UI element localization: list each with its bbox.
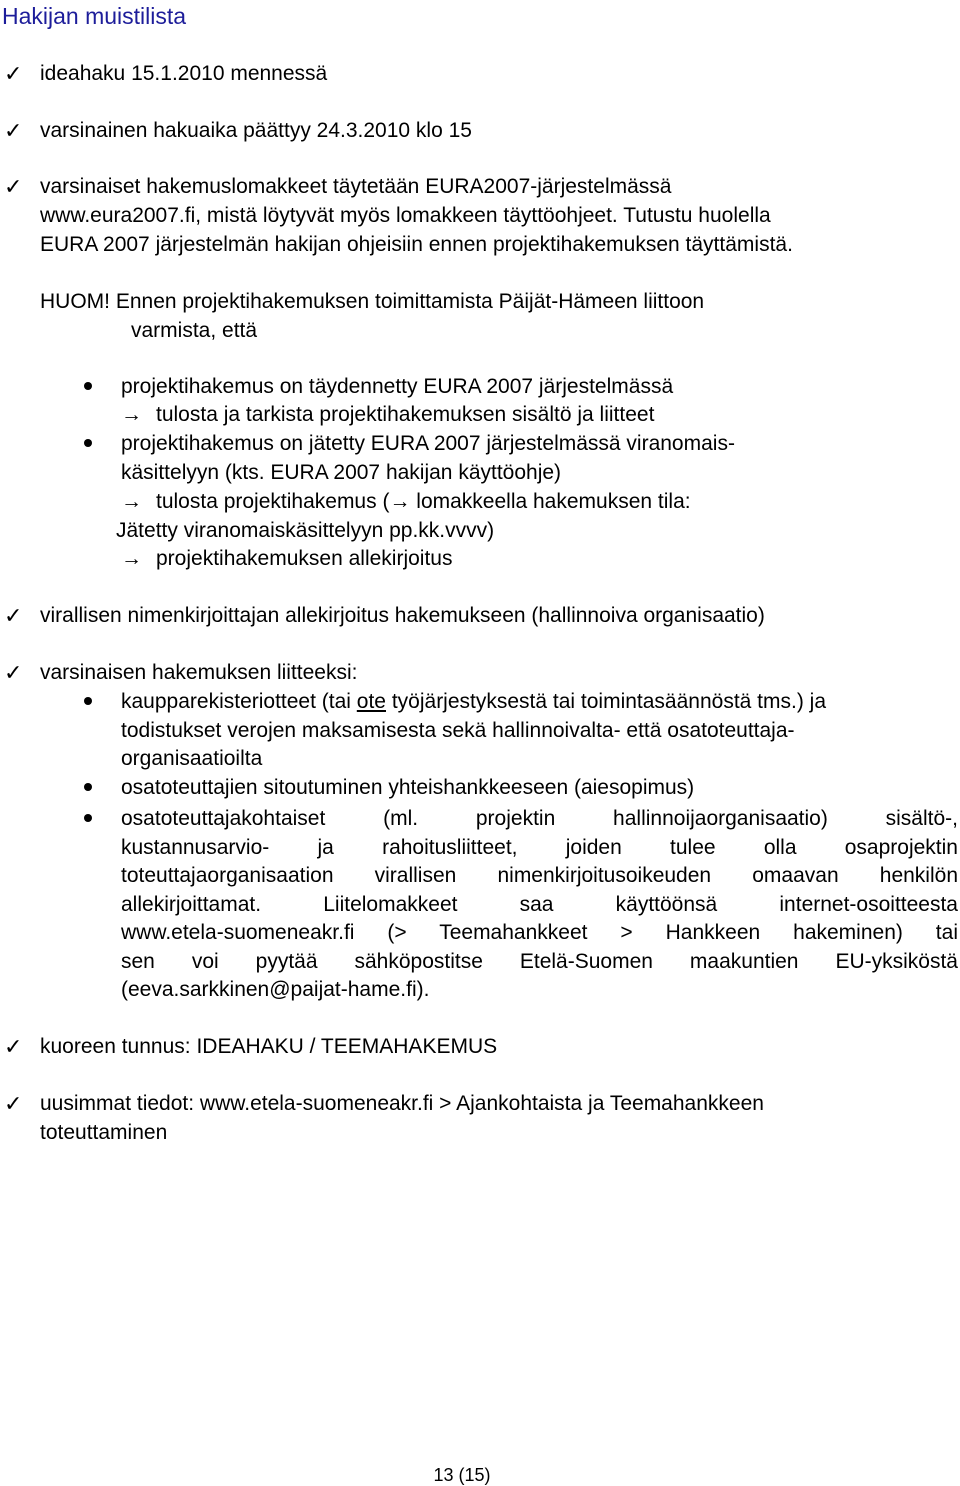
arrow-text: tulosta ja tarkista projektihakemuksen sisältö ja liitteet [156,403,655,426]
arrow-text: tulosta projektihakemus (→ lomakkeella hakemuksen tila: [156,490,691,513]
check-icon: ✓ [4,660,23,685]
huom-line-1: HUOM! Ennen projektihakemuksen toimittamista Päijät-Hämeen liittoon [40,290,705,313]
bullet-jatetty-line-1: projektihakemus on jätetty EURA 2007 järjestelmässä viranomais- [121,432,735,455]
bullet-osatoteuttaja-line-7: (eeva.sarkkinen@paijat-hame.fi). [121,978,430,1001]
bullet-osatoteuttaja-line-6: sen voi pyytää sähköpostitse Etelä-Suomen maakuntien EU-yksiköstä [121,950,958,973]
arrow-icon: → [121,547,142,570]
check-icon: ✓ [4,118,23,143]
text-part: kaupparekisteriotteet (tai [121,690,357,713]
item-nimenkirjoittaja: virallisen nimenkirjoittajan allekirjoitus hakemukseen (hallinnoiva organisaatio) [40,604,765,627]
item-liitteeksi: varsinaisen hakemuksen liitteeksi: [40,661,358,684]
page-number: 13 (15) [433,1465,491,1485]
arrow-row-tulosta-hakemus [121,487,691,516]
bullet-icon [84,382,92,390]
text-part: työjärjestyksestä tai toimintasäännöstä tms.) ja [386,690,827,713]
item-eura-line-1: varsinaiset hakemuslomakkeet täytetään EURA2007-järjestelmässä [40,175,672,198]
bullet-kaupparekisteri-line-3: organisaatioilta [121,747,263,770]
check-icon: ✓ [4,61,23,86]
bullet-taydennetty: projektihakemus on täydennetty EURA 2007 järjestelmässä [121,375,674,398]
bullet-icon [84,697,92,705]
check-icon: ✓ [4,1091,23,1116]
bullet-osatoteuttaja-line-5: www.etela-suomeneakr.fi (> Teemahankkeet > Hankkeen hakeminen) tai [121,921,958,944]
bullet-osatoteuttaja-line-2: kustannusarvio- ja rahoitusliitteet, joiden tulee olla osaprojektin [121,836,958,859]
arrow-text: projektihakemuksen allekirjoitus [156,547,453,570]
huom-line-2: varmista, että [131,319,258,342]
item-ideahaku: ideahaku 15.1.2010 mennessä [40,62,328,85]
item-kuoreen-tunnus: kuoreen tunnus: IDEAHAKU / TEEMAHAKEMUS [40,1035,498,1058]
check-icon: ✓ [4,174,23,199]
bullet-osatoteuttaja-line-3: toteuttajaorganisaation virallisen nimenkirjoitusoikeuden omaavan henkilön [121,864,958,887]
arrow-icon: → [121,490,142,513]
item-uusimmat-line-1: uusimmat tiedot: www.etela-suomeneakr.fi > Ajankohtaista ja Teemahankkeen [40,1092,764,1115]
bullet-jatetty-line-2: käsittelyyn (kts. EURA 2007 hakijan käyttöohje) [121,461,562,484]
bullet-kaupparekisteri-line-1 [121,687,826,716]
bullet-osatoteuttaja-line-4: allekirjoittamat. Liitelomakkeet saa käyttöönsä internet-osoitteesta [121,893,958,916]
check-icon: ✓ [4,603,23,628]
check-icon: ✓ [4,1034,23,1059]
bullet-icon [84,814,92,822]
bullet-osatoteuttaja-line-1: osatoteuttajakohtaiset (ml. projektin hallinnoijaorganisaatio) sisältö-, [121,807,958,830]
item-eura-line-3: EURA 2007 järjestelmän hakijan ohjeisiin ennen projektihakemuksen täyttämistä. [40,233,793,256]
page-title: Hakijan muistilista [2,3,187,29]
item-hakuaika: varsinainen hakuaika päättyy 24.3.2010 klo 15 [40,119,472,142]
arrow-row-continuation: Jätetty viranomaiskäsittelyyn pp.kk.vvvv) [116,519,495,542]
bullet-sitoutuminen: osatoteuttajien sitoutuminen yhteishankkeeseen (aiesopimus) [121,776,695,799]
arrow-icon: → [121,403,142,426]
item-eura-line-2: www.eura2007.fi, mistä löytyvät myös lomakkeen täyttöohjeet. Tutustu huolella [40,204,771,227]
item-uusimmat-line-2: toteuttaminen [40,1121,168,1144]
arrow-row-allekirjoitus [121,544,452,573]
bullet-kaupparekisteri-line-2: todistukset verojen maksamisesta sekä hallinnoivalta- että osatoteuttaja- [121,719,795,742]
text-underlined: ote [356,690,386,713]
bullet-icon [84,783,92,791]
bullet-icon [84,439,92,447]
arrow-row-tulosta-tarkista [121,400,654,429]
